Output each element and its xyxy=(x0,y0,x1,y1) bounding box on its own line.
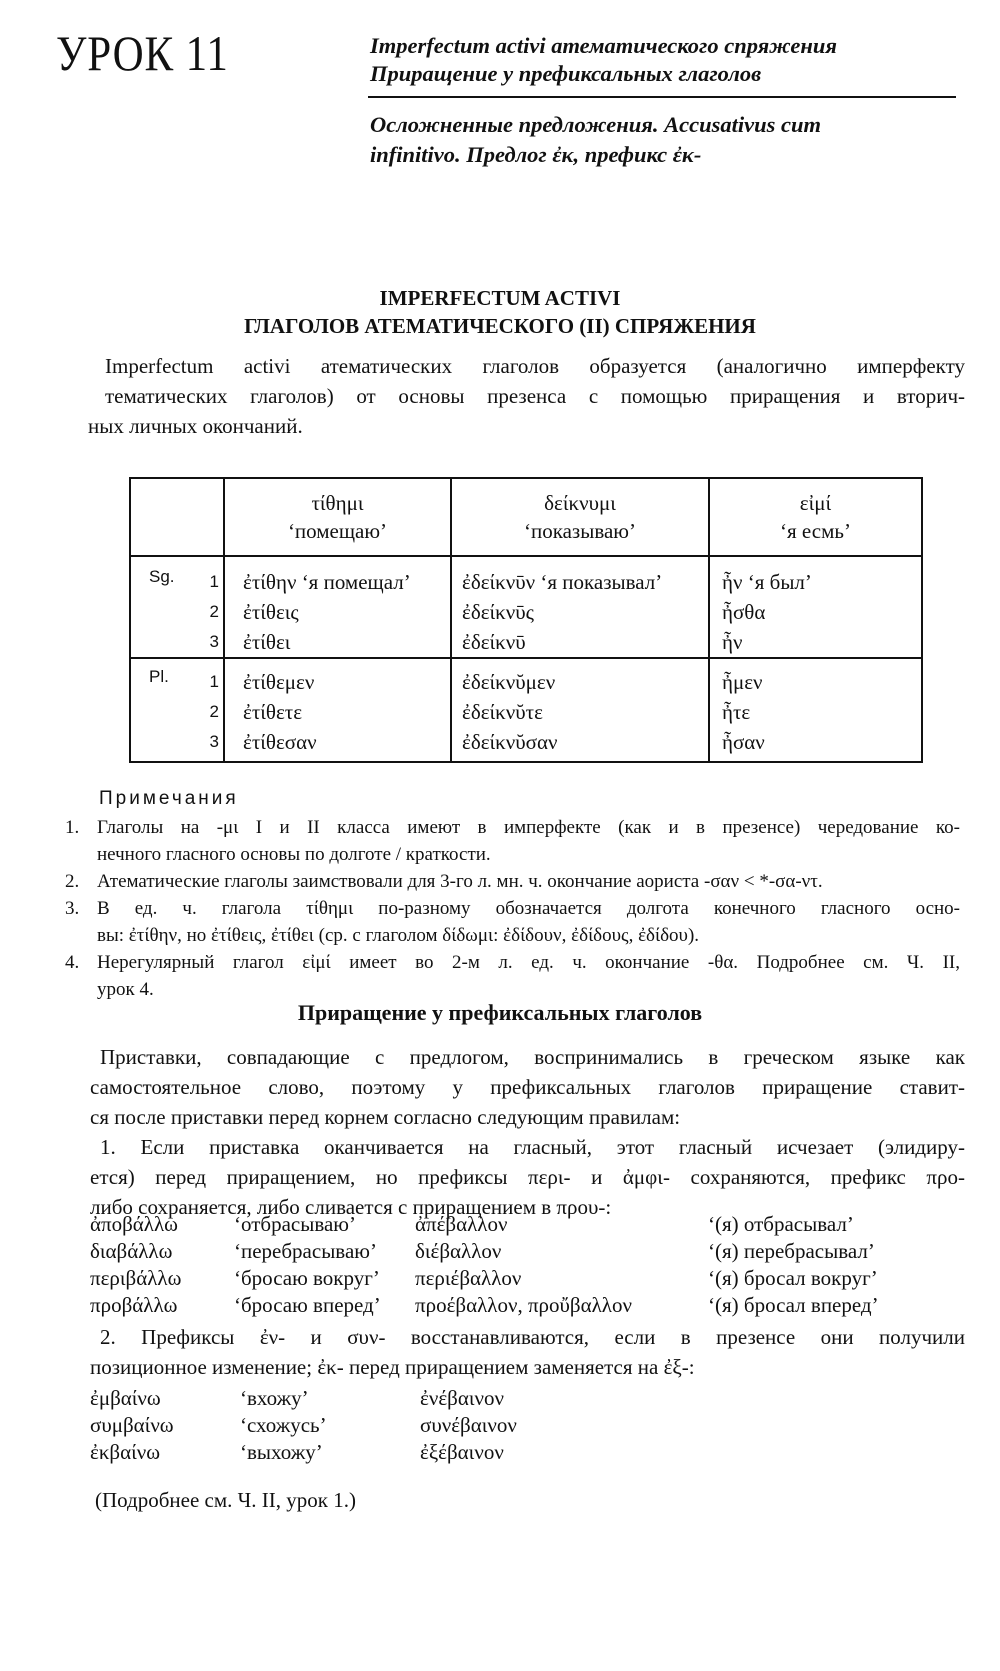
example-verb: συμβαίνω xyxy=(90,1413,174,1437)
table-row-plural xyxy=(130,658,922,762)
example-imperfect-gloss: ‘(я) перебрасывал’ xyxy=(708,1239,875,1263)
note-item xyxy=(65,895,960,949)
rule2-line: позиционное изменение; ἐκ- перед приращением заменяется на ἐξ-: xyxy=(90,1355,695,1379)
verb-form: ἐδείκνῠτε xyxy=(462,700,543,724)
verb-form: ἐδείκνῡς xyxy=(462,600,534,624)
footnote-reference: (Подробнее см. Ч. II, урок 1.) xyxy=(95,1488,356,1512)
form-cell xyxy=(451,556,709,658)
column-verb: δείκνυμι xyxy=(544,491,616,515)
rule2-paragraph xyxy=(90,1322,965,1382)
lesson-topic-1: Imperfectum activi атематического спряжения xyxy=(370,33,837,58)
number-label: Sg. xyxy=(149,567,175,586)
person-number: 3 xyxy=(209,632,219,651)
note-number: 4. xyxy=(65,952,80,973)
column-gloss: ‘показываю’ xyxy=(524,519,636,543)
form-cell xyxy=(224,658,451,762)
lesson-topic-3-line-2: infinitivo. Предлог ἐκ, префикс ἐκ- xyxy=(370,142,702,167)
verb-form: ἐτίθεσαν xyxy=(243,730,317,754)
form-cell xyxy=(451,658,709,762)
example-imperfect: ἐνέβαινον xyxy=(420,1386,504,1410)
example-gloss: ‘бросаю вокруг’ xyxy=(234,1266,380,1290)
intro-line: тематических глаголов) от основы презенса с помощью приращения и вторич- xyxy=(105,384,965,408)
form-cell xyxy=(709,556,922,658)
person-number: 2 xyxy=(209,702,219,721)
intro-line: Imperfectum activi атематических глаголов образуется (аналогично имперфекту xyxy=(105,354,965,378)
paragraph-line: самостоятельное слово, поэтому у префиксальных глаголов приращение ставит- xyxy=(90,1075,965,1099)
verb-form: ἐδείκνῡν ‘я показывал’ xyxy=(462,570,663,594)
lesson-topic-2: Приращение у префиксальных глаголов xyxy=(370,61,762,86)
note-number: 2. xyxy=(65,871,80,892)
column-gloss: ‘помещаю’ xyxy=(287,519,388,543)
number-label-cell xyxy=(130,556,224,658)
note-item xyxy=(65,949,960,1003)
example-verb: ἐμβαίνω xyxy=(90,1386,161,1410)
example-imperfect: ἀπέβαλλον xyxy=(415,1212,508,1236)
table-row-singular xyxy=(130,556,922,658)
rule1-line: 1. Если приставка оканчивается на гласный, этот гласный исчезает (элидиру- xyxy=(100,1135,965,1159)
section1-intro xyxy=(88,351,965,441)
note-item xyxy=(65,868,960,895)
example-verb: ἀποβάλλω xyxy=(90,1212,178,1236)
example-gloss: ‘перебрасываю’ xyxy=(234,1239,377,1263)
column-header xyxy=(709,478,922,556)
notes-title: Примечания xyxy=(99,788,239,809)
lesson-number: УРОК 11 xyxy=(56,25,229,81)
example-gloss: ‘бросаю вперед’ xyxy=(234,1293,381,1317)
paragraph-line: Приставки, совпадающие с предлогом, воспринимались в греческом языке как xyxy=(100,1045,965,1069)
example-verb: προβάλλω xyxy=(90,1293,178,1317)
note-line: нечного гласного основы по долготе / краткости. xyxy=(97,844,491,865)
column-gloss: ‘я есмь’ xyxy=(780,519,851,543)
number-label-cell xyxy=(130,658,224,762)
form-cell xyxy=(224,556,451,658)
verb-form: ἦμεν xyxy=(722,670,763,694)
notes-list xyxy=(65,814,960,1003)
verb-form: ἐδείκνῠσαν xyxy=(462,730,558,754)
person-number: 1 xyxy=(209,572,219,591)
column-verb: τίθημι xyxy=(311,491,364,515)
verb-form: ἐδείκνῠμεν xyxy=(462,670,556,694)
rule2-line: 2. Префиксы ἐν- и συν- восстанавливаются, если в презенсе они получили xyxy=(100,1325,965,1349)
person-number: 2 xyxy=(209,602,219,621)
lesson-topic-3-line-1: Осложненные предложения. Accusativus cum xyxy=(370,112,822,137)
lesson-topic-3 xyxy=(370,110,821,170)
verb-form: ἦν ‘я был’ xyxy=(722,570,812,594)
verb-form: ἦσαν xyxy=(722,730,765,754)
rule1-line: ется) перед приращением, но префиксы περι- и ἀμφι- сохраняются, префикс προ- xyxy=(90,1165,965,1189)
verb-form: ἦτε xyxy=(722,700,751,724)
verb-form: ἐδείκνῡ xyxy=(462,630,526,654)
number-label: Pl. xyxy=(149,667,169,686)
person-number: 1 xyxy=(209,672,219,691)
example-gloss: ‘отбрасываю’ xyxy=(234,1212,356,1236)
example-imperfect: συνέβαινον xyxy=(420,1413,517,1437)
example-imperfect-gloss: ‘(я) отбрасывал’ xyxy=(708,1212,854,1236)
example-gloss: ‘выхожу’ xyxy=(240,1440,323,1464)
intro-line: ных личных окончаний. xyxy=(88,414,303,438)
column-header xyxy=(451,478,709,556)
section2-title: Приращение у префиксальных глаголов xyxy=(297,1000,703,1025)
example-imperfect: προέβαλλον, προὔβαλλον xyxy=(415,1293,632,1317)
rule1-line: либо сохраняется, либо сливается с приращением в πρου-: xyxy=(90,1195,612,1219)
note-line: Нерегулярный глагол εἰμί имеет во 2-м л. ед. ч. окончание -θα. Подробнее см. Ч. II, xyxy=(97,952,960,973)
verb-form: ἐτίθετε xyxy=(243,700,303,724)
column-verb: εἰμί xyxy=(799,491,832,515)
column-header xyxy=(224,478,451,556)
example-verb: περιβάλλω xyxy=(90,1266,182,1290)
note-line: урок 4. xyxy=(97,979,154,1000)
example-gloss: ‘схожусь’ xyxy=(240,1413,327,1437)
note-line: Атематические глаголы заимствовали для 3-го л. мн. ч. окончание аориста -σαν < *-σα-ντ. xyxy=(97,871,823,892)
example-imperfect: ἐξέβαινον xyxy=(420,1440,504,1464)
section1-title-1: IMPERFECTUM ACTIVI xyxy=(379,286,621,310)
note-line: вы: ἐτίθην, но ἐτίθεις, ἐτίθει (ср. с глаголом δίδωμι: ἐδίδουν, ἐδίδους, ἐδίδου). xyxy=(97,925,700,946)
header-divider xyxy=(368,96,956,98)
note-item xyxy=(65,814,960,868)
table-header-row xyxy=(130,478,922,556)
note-line: В ед. ч. глагола τίθημι по-разному обозначается долгота конечного гласного осно- xyxy=(97,898,960,919)
example-imperfect-gloss: ‘(я) бросал вперед’ xyxy=(708,1293,879,1317)
verb-form: ἦν xyxy=(722,630,743,654)
verb-form: ἐτίθεμεν xyxy=(243,670,315,694)
example-imperfect-gloss: ‘(я) бросал вокруг’ xyxy=(708,1266,878,1290)
example-imperfect: διέβαλλον xyxy=(415,1239,502,1263)
verb-form: ἐτίθην ‘я помещал’ xyxy=(243,570,411,594)
form-cell xyxy=(709,658,922,762)
example-verb: διαβάλλω xyxy=(90,1239,173,1263)
verb-form: ἐτίθει xyxy=(243,630,291,654)
section1-title-2: ГЛАГОЛОВ АТЕМАТИЧЕСКОГО (II) СПРЯЖЕНИЯ xyxy=(244,314,756,338)
note-number: 1. xyxy=(65,817,80,838)
example-gloss: ‘вхожу’ xyxy=(240,1386,309,1410)
note-line: Глаголы на -μι I и II класса имеют в имперфекте (как и в презенсе) чередование ко- xyxy=(97,817,960,838)
paragraph-line: ся после приставки перед корнем согласно следующим правилам: xyxy=(90,1105,681,1129)
example-verb: ἐκβαίνω xyxy=(90,1440,161,1464)
verb-form: ἐτίθεις xyxy=(243,600,299,624)
verb-form: ἦσθα xyxy=(722,600,766,624)
table-corner xyxy=(130,478,224,556)
example-imperfect: περιέβαλλον xyxy=(415,1266,522,1290)
note-number: 3. xyxy=(65,898,80,919)
person-number: 3 xyxy=(209,732,219,751)
section2-paragraph xyxy=(90,1042,965,1222)
paradigm-table xyxy=(129,477,923,763)
